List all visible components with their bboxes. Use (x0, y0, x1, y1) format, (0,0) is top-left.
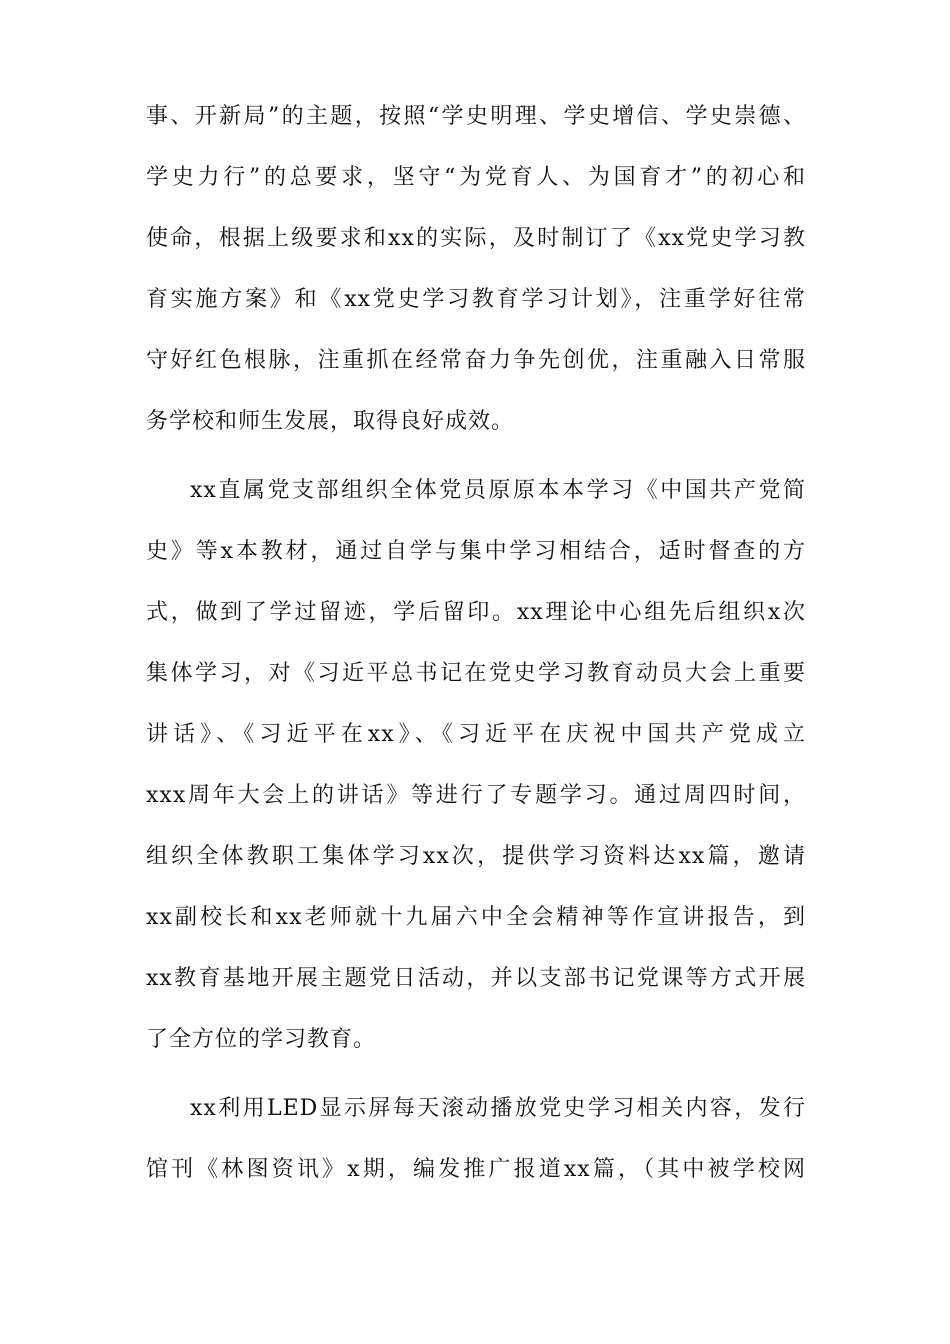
paragraph-1-line-1: 事、开新局”的主题，按照“学史明理、学史增信、学史崇德、 (146, 104, 806, 129)
paragraph-3-line-1: xx利用LED显示屏每天滚动播放党史学习相关内容，发行 (190, 1096, 806, 1121)
paragraph-2-line-4: 集体学习，对《习近平总书记在党史学习教育动员大会上重要 (146, 661, 806, 686)
paragraph-2-line-1: xx直属党支部组织全体党员原原本本学习《中国共产党简 (190, 478, 806, 503)
paragraph-2-line-10: 了全方位的学习教育。 (146, 1027, 377, 1052)
paragraph-1-line-2: 学史力行”的总要求，坚守“为党育人、为国育才”的初心和 (146, 165, 806, 190)
paragraph-2-line-8: xx副校长和xx老师就十九届六中全会精神等作宣讲报告，到 (146, 905, 806, 930)
paragraph-2-line-7: 组织全体教职工集体学习xx次，提供学习资料达xx篇，邀请 (146, 844, 806, 869)
paragraph-1-line-3: 使命，根据上级要求和xx的实际，及时制订了《xx党史学习教 (146, 226, 806, 251)
paragraph-2-line-3: 式，做到了学过留迹，学后留印。xx理论中心组先后组织x次 (146, 600, 806, 625)
paragraph-2-line-5: 讲话》、《习近平在xx》、《习近平在庆祝中国共产党成立 (146, 722, 806, 747)
paragraph-1-line-6: 务学校和师生发展，取得良好成效。 (146, 409, 515, 434)
paragraph-1-line-5: 守好红色根脉，注重抓在经常奋力争先创优，注重融入日常服 (146, 348, 806, 373)
paragraph-2-line-6: xxx周年大会上的讲话》等进行了专题学习。通过周四时间， (146, 783, 806, 808)
paragraph-1-line-4: 育实施方案》和《xx党史学习教育学习计划》，注重学好往常 (146, 287, 806, 312)
paragraph-3-line-2: 馆刊《林图资讯》x期，编发推广报道xx篇，（其中被学校网 (146, 1157, 806, 1182)
paragraph-2-line-2: 史》等x本教材，通过自学与集中学习相结合，适时督查的方 (146, 539, 806, 564)
paragraph-2-line-9: xx教育基地开展主题党日活动，并以支部书记党课等方式开展 (146, 966, 806, 991)
